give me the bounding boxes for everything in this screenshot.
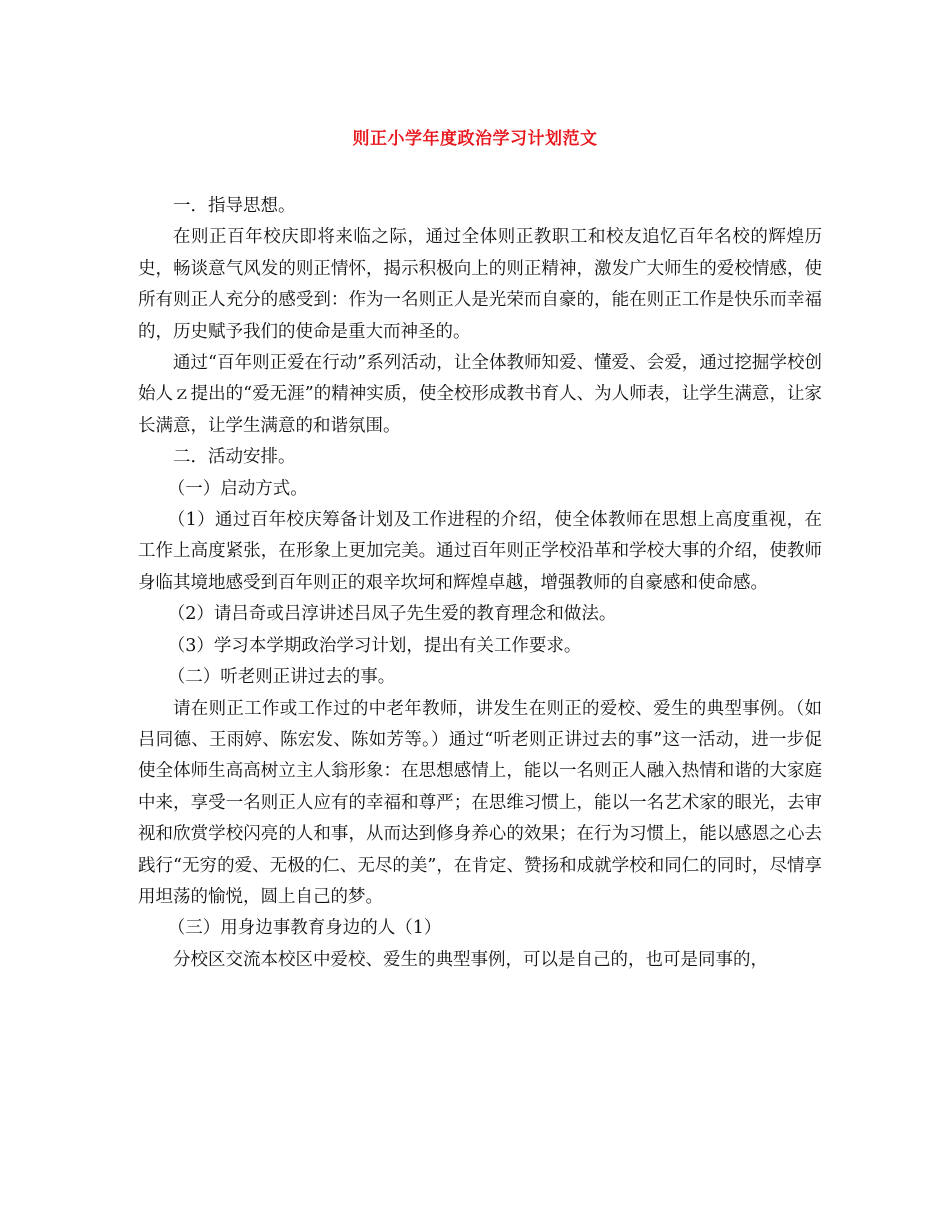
document-title: 则正小学年度政治学习计划范文	[352, 129, 598, 149]
paragraph: 请在则正工作或工作过的中老年教师，讲发生在则正的爱校、爱生的典型事例。（如吕同德、王雨婷、陈宏发、陈如芳等。）通过“听老则正讲过去的事”这一活动，进一步促使全体师生高高树立主人翁形象：在思想感情上，能以一名则正人融入热情和谐的大家庭中来，享受一名则正人应有的幸福和尊严；在思维习惯上，能以一名艺术家的眼光，去审视和欣赏学校闪亮的人和事，从而达到修身养心的效果；在行为习惯上，能以感恩之心去践行“无穷的爱、无极的仁、无尽的美”，在肯定、赞扬和成就学校和同仁的同时，尽情享用坦荡的愉悦，圆上自己的梦。	[138, 698, 822, 907]
paragraph: 通过“百年则正爱在行动”系列活动，让全体教师知爱、懂爱、会爱，通过挖掘学校创始人ｚ提出的“爱无涯”的精神实质，使全校形成教书育人、为人师表，让学生满意，让家长满意，让学生满意的和谐氛围。	[138, 353, 822, 436]
paragraph: 在则正百年校庆即将来临之际，通过全体则正教职工和校友追忆百年名校的辉煌历史，畅谈意气风发的则正情怀，揭示积极向上的则正精神，激发广大师生的爱校情感，使所有则正人充分的感受到：作为一名则正人是光荣而自豪的，能在则正工作是快乐而幸福的，历史赋予我们的使命是重大而神圣的。	[138, 227, 822, 342]
section-heading: 二．活动安排。	[173, 447, 296, 468]
paragraph: 分校区交流本校区中爱校、爱生的典型事例，可以是自己的，也可是同事的，	[173, 949, 768, 970]
numbered-item: （2）请吕奇或吕淳讲述吕凤子先生爱的教育理念和做法。	[167, 604, 617, 625]
subsection-heading: （二）听老则正讲过去的事。	[167, 667, 396, 688]
document-body	[138, 191, 822, 976]
numbered-item: （3）学习本学期政治学习计划，提出有关工作要求。	[167, 635, 582, 656]
numbered-item: （1）通过百年校庆筹备计划及工作进程的介绍，使全体教师在思想上高度重视，在工作上高度紧张，在形象上更加完美。通过百年则正学校沿革和学校大事的介绍，使教师身临其境地感受到百年则正的艰辛坎坷和辉煌卓越，增强教师的自豪感和使命感。	[138, 510, 822, 593]
subsection-heading: （一）启动方式。	[167, 478, 308, 499]
section-heading: 一．指导思想。	[173, 196, 296, 216]
subsection-heading: （三）用身边事教育身边的人（1）	[167, 918, 442, 939]
